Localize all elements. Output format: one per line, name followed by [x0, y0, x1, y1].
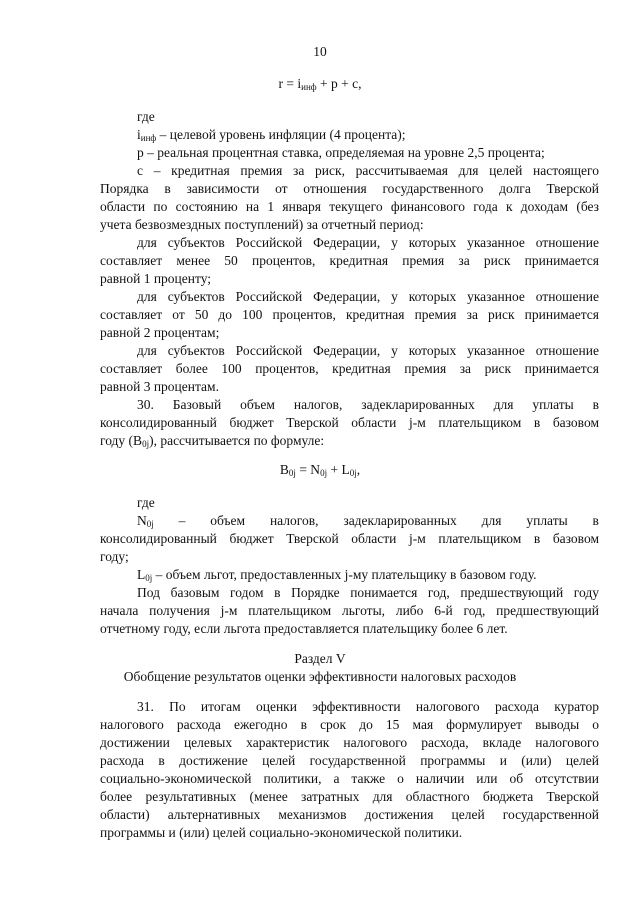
def-c-line: Порядка в зависимости от отношения государственного долга Тверской — [100, 181, 599, 196]
formula-r-sub: инф — [301, 82, 317, 92]
formula-r-post: + p + c, — [316, 76, 362, 91]
formula-l-sub: 0j — [349, 468, 357, 478]
para30-line — [100, 432, 324, 453]
para30-l3-pre: году (B — [100, 433, 143, 448]
para30-line: консолидированный бюджет Тверской области j-м плательщиком в базовом — [100, 415, 599, 430]
def-n-word: объем — [210, 513, 246, 528]
def-n-line: году; — [100, 549, 129, 564]
case1-line: равной 1 проценту; — [100, 271, 212, 286]
def-i-sym: i — [137, 127, 141, 142]
base-year-line: отчетному году, если льгота предоставляется плательщику более 6 лет. — [100, 621, 508, 636]
section-number: Раздел V — [294, 651, 346, 666]
def-i-sub: инф — [140, 133, 157, 143]
def-l-sym: L — [137, 567, 146, 582]
formula-b-end: , — [356, 462, 361, 477]
def-n-word: – — [178, 513, 186, 528]
def-l-sub: 0j — [145, 573, 153, 583]
para31-line: достижении целевых характеристик налогового расхода, вкладе налогового — [100, 735, 599, 750]
formula-b-sym: B — [279, 462, 289, 477]
para31-line: налогового расхода ежегодно в срок до 15 мая формулирует выводы о — [100, 717, 599, 732]
formula-r — [0, 76, 640, 92]
formula-r-pre: r = i — [278, 76, 302, 91]
case1-line: составляет менее 50 процентов, кредитная премия за риск принимается — [100, 253, 599, 268]
base-year-line: Под базовым годом в Порядке понимается год, предшествующий году — [137, 585, 599, 600]
page-number: 10 — [313, 44, 327, 59]
def-n-word: уплаты — [526, 513, 568, 528]
def-l-text: – объем льгот, предоставленных j-му плательщику в базовом году. — [152, 567, 537, 582]
base-year-line: начала получения j-м плательщиком льготы, либо 6-й год, предшествующий — [100, 603, 599, 618]
case2-line: составляет от 50 до 100 процентов, кредитная премия за риск принимается — [100, 307, 599, 322]
para31-line: программы и (или) целей социально-экономической политики. — [100, 825, 463, 840]
formula-b-plus: + L — [327, 462, 350, 477]
def-n-word: для — [481, 513, 502, 528]
def-p: p – реальная процентная ставка, определяемая на уровне 2,5 процента; — [137, 145, 545, 160]
section-title: Обобщение результатов оценки эффективности налоговых расходов — [123, 669, 517, 684]
def-n-word: в — [592, 513, 599, 528]
def-n-word: задекларированных — [343, 513, 457, 528]
para31-line: социально-экономической политики, а также о наличии или об отсутствии — [100, 771, 599, 786]
where-label-1: где — [137, 109, 155, 124]
case2-line: для субъектов Российской Федерации, у которых указанное отношение — [137, 289, 599, 304]
def-n-sub: 0j — [146, 519, 154, 529]
formula-b-eq: = N — [295, 462, 321, 477]
case3-line: равной 3 процентам. — [100, 379, 219, 394]
def-n-line: консолидированный бюджет Тверской области j-м плательщиком в базовом — [100, 531, 599, 546]
def-c-line: учета безвозмездных поступлений) за отчетный период: — [100, 217, 424, 232]
case3-line: составляет более 100 процентов, кредитная премия за риск принимается — [100, 361, 599, 376]
para30-line: 30. Базовый объем налогов, задекларированных для уплаты в — [137, 397, 599, 412]
formula-b — [0, 462, 640, 478]
case3-line: для субъектов Российской Федерации, у которых указанное отношение — [137, 343, 599, 358]
formula-n-sub: 0j — [320, 468, 328, 478]
case2-line: равной 2 процентам; — [100, 325, 220, 340]
def-n-word: налогов, — [269, 513, 319, 528]
case1-line: для субъектов Российской Федерации, у которых указанное отношение — [137, 235, 599, 250]
def-c-line: области по состоянию на 1 января текущего финансового года к доходам (без — [100, 199, 599, 214]
where-label-2: где — [137, 495, 155, 510]
formula-b-sub: 0j — [288, 468, 296, 478]
def-c-line: c – кредитная премия за риск, рассчитываемая для целей настоящего — [137, 163, 599, 178]
para31-line: расхода в достижение целей государственной программы и (или) целей — [100, 753, 599, 768]
para30-l3-post: ), рассчитывается по формуле: — [149, 433, 325, 448]
def-i-text: – целевой уровень инфляции (4 процента); — [156, 127, 406, 142]
para31-line: более результативных (менее затратных для областного бюджета Тверской — [100, 789, 599, 804]
para31-line: области) альтернативных механизмов достижения целей государственной — [100, 807, 599, 822]
para30-l3-sub: 0j — [142, 439, 150, 449]
def-n-sym: N — [137, 513, 147, 528]
para31-line: 31. По итогам оценки эффективности налогового расхода куратор — [137, 699, 599, 714]
